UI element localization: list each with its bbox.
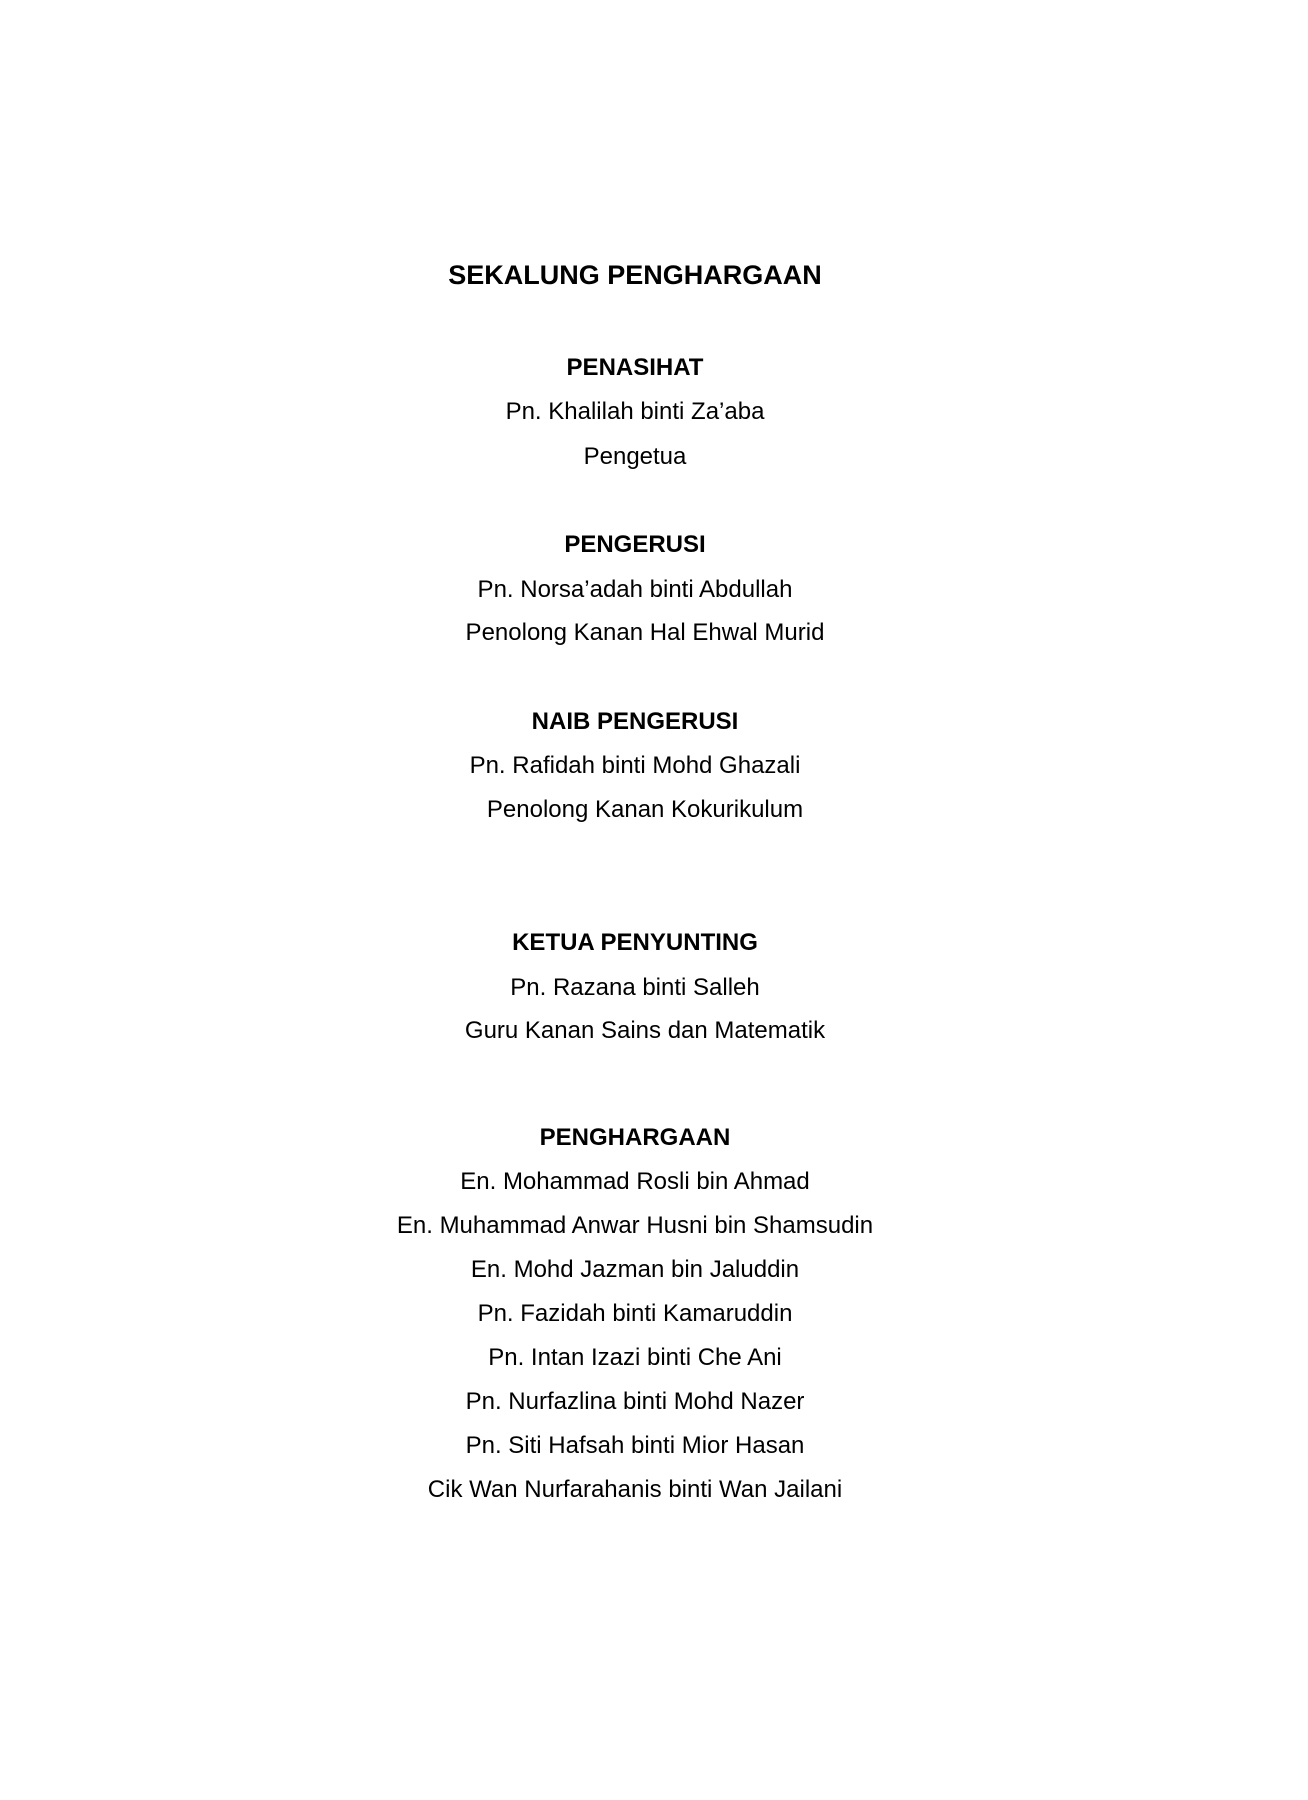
acknowledgement-name: Cik Wan Nurfarahanis binti Wan Jailani [427,1476,843,1503]
acknowledgement-name: Pn. Nurfazlina binti Mohd Nazer [465,1388,805,1415]
advisor-name: Pn. Khalilah binti Za’aba [505,398,765,425]
section-heading-penghargaan: PENGHARGAAN [539,1124,731,1151]
acknowledgement-name: Pn. Intan Izazi binti Che Ani [488,1344,782,1371]
section-heading-ketua-penyunting: KETUA PENYUNTING [512,929,758,956]
acknowledgement-name: En. Muhammad Anwar Husni bin Shamsudin [396,1212,874,1239]
chief-editor-title: Guru Kanan Sains dan Matematik [464,1017,826,1044]
acknowledgement-name: Pn. Fazidah binti Kamaruddin [477,1300,793,1327]
chair-title: Penolong Kanan Hal Ehwal Murid [465,619,825,646]
page-title: SEKALUNG PENGHARGAAN [448,260,822,290]
chair-name: Pn. Norsa’adah binti Abdullah [477,576,793,603]
chief-editor-name: Pn. Razana binti Salleh [510,974,760,1001]
advisor-title: Pengetua [583,443,687,470]
vice-chair-title: Penolong Kanan Kokurikulum [486,796,804,823]
vice-chair-name: Pn. Rafidah binti Mohd Ghazali [469,752,801,779]
acknowledgement-name: Pn. Siti Hafsah binti Mior Hasan [465,1432,805,1459]
acknowledgement-name: En. Mohd Jazman bin Jaluddin [470,1256,800,1283]
acknowledgement-name: En. Mohammad Rosli bin Ahmad [460,1168,810,1195]
section-heading-naib-pengerusi: NAIB PENGERUSI [531,708,739,735]
section-heading-penasihat: PENASIHAT [566,354,704,381]
section-heading-pengerusi: PENGERUSI [564,531,706,558]
